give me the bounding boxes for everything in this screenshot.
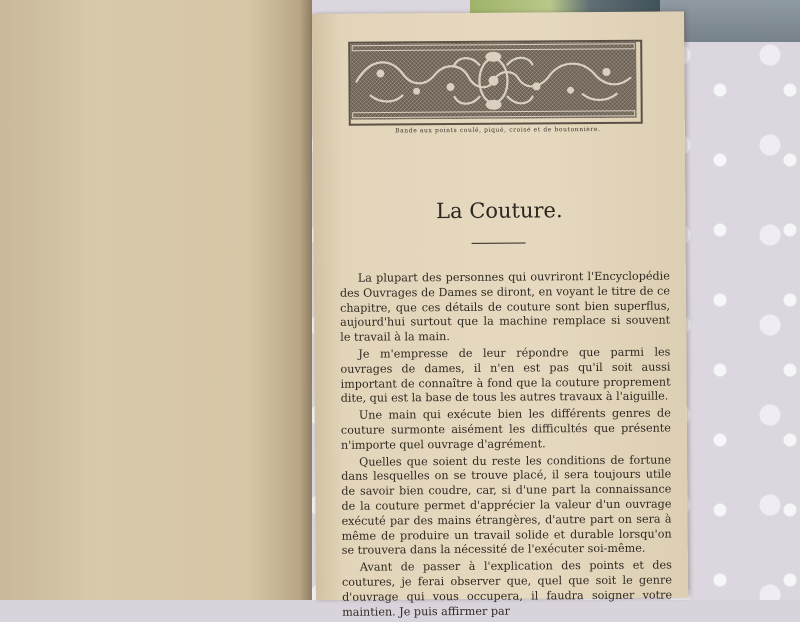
title-divider: [472, 243, 526, 244]
lace-band-illustration: [348, 40, 643, 126]
right-page: [312, 11, 688, 619]
paragraph: La plupart des personnes qui ouvriront l'Encyclopédie des Ouvrages de Dames se diront, en voyant le titre de ce chapitre, que ces détails de couture sont bien superflus, aujourd'hui surtout que la machine remplace si souvent le travail à la main.: [339, 269, 671, 344]
paragraph: Une main qui exécute bien les différents genres de couture surmonte aisément les difficultés que présente n'importe quel ouvrage d'agrément.: [340, 406, 671, 452]
illustration-caption: Bande aux points coulé, piqué, croisé et de boutonnière.: [395, 125, 601, 135]
paragraph: Je m'empresse de leur répondre que parmi les ouvrages de dames, il n'en est pas qu'il soit aussi important de connaître à fond que la couture proprement dite, qui est la base de tous les autres travaux à l'aiguille.: [340, 345, 671, 406]
paragraph: Quelles que soient du reste les conditions de fortune dans lesquelles on se trouve placé, il sera toujours utile de savoir bien coudre, car, si d'une part la connaissance de la couture permet d'apprécier la valeur d'un ouvrage exécuté par des mains étrangères, d'autre part on sera à même de produire un travail solide et durable lorsqu'on se trouvera dans la nécessité de l'exécuter soi-même.: [341, 453, 672, 558]
lace-pattern-image: [350, 42, 637, 120]
chapter-title: La Couture.: [436, 198, 563, 224]
paragraph: Avant de passer à l'explication des points et des coutures, je ferai observer que, quel que soit le genre d'ouvrage qui vous occupera, il faudra soigner votre maintien. Je puis affirmer par: [341, 558, 673, 619]
left-page-blank: [0, 0, 312, 600]
chapter-body: [340, 270, 672, 622]
